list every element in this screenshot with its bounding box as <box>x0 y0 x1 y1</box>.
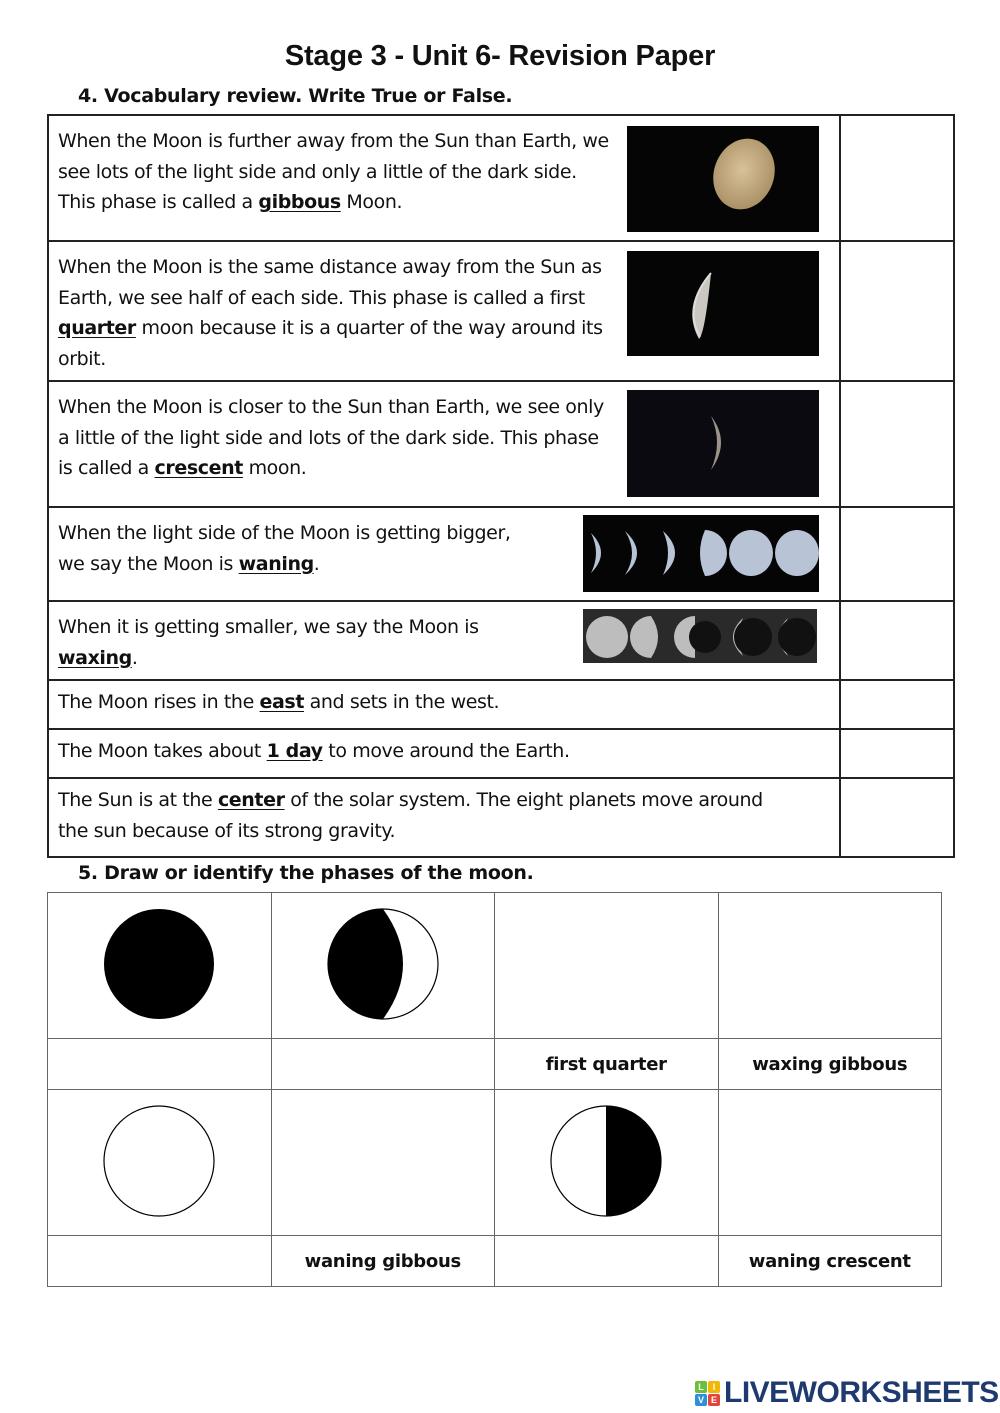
label-cell: waning gibbous <box>271 1236 495 1287</box>
table-row <box>48 680 954 729</box>
waxing-crescent-icon <box>326 907 440 1021</box>
statement-cell <box>48 241 840 381</box>
table-row <box>48 507 954 601</box>
new-moon-icon <box>103 908 215 1020</box>
section-5-heading: 5. Draw or identify the phases of the moon. <box>78 862 534 884</box>
keyword: waning <box>238 552 314 575</box>
table-row <box>48 241 954 381</box>
moon-icon <box>627 126 819 232</box>
statement-cell <box>48 601 840 680</box>
moon-phases-icon <box>583 515 819 592</box>
table-row <box>48 601 954 680</box>
statement-text: When the Moon is further away from the Sun than Earth, we see lots of the light side and only a little of the dark side. This phase is called a gibbous Moon. <box>58 130 609 213</box>
drawing-cell <box>48 1090 272 1236</box>
label-cell[interactable] <box>271 1039 495 1090</box>
answer-cell[interactable] <box>840 680 954 729</box>
answer-cell[interactable] <box>840 778 954 857</box>
logo-icon: L I V E <box>695 1381 720 1406</box>
answer-cell[interactable] <box>840 381 954 507</box>
answer-cell[interactable] <box>840 241 954 381</box>
drawing-row <box>48 1090 942 1236</box>
label-cell: first quarter <box>495 1039 719 1090</box>
keyword: east <box>259 691 304 713</box>
keyword: center <box>217 789 285 811</box>
statement-cell <box>48 381 840 507</box>
label-cell: waxing gibbous <box>718 1039 942 1090</box>
liveworksheets-logo <box>695 1375 999 1411</box>
drawing-cell[interactable] <box>495 893 719 1039</box>
page-title: Stage 3 - Unit 6- Revision Paper <box>284 40 716 72</box>
answer-cell[interactable] <box>840 729 954 778</box>
statement-cell <box>48 115 840 241</box>
moon-icon <box>627 390 819 497</box>
table-row <box>48 115 954 241</box>
statement-text: The Moon takes about 1 day to move around the Earth. <box>58 740 570 762</box>
table-row <box>48 729 954 778</box>
label-cell[interactable] <box>48 1236 272 1287</box>
last-quarter-icon <box>549 1104 663 1218</box>
statement-text: The Moon rises in the east and sets in the west. <box>58 691 500 713</box>
statement-cell <box>48 680 840 729</box>
crescent-moon-photo <box>627 390 819 497</box>
drawing-cell[interactable] <box>718 893 942 1039</box>
quarter-moon-photo <box>627 251 819 356</box>
waxing-gibbous-moon-photo <box>627 126 819 232</box>
statement-cell <box>48 507 840 601</box>
statement-text: The Sun is at the center of the solar system. The eight planets move around the sun because of its strong gravity. <box>58 789 763 842</box>
section-4-heading: 4. Vocabulary review. Write True or False. <box>78 85 513 107</box>
keyword: gibbous <box>258 191 341 213</box>
statement-cell <box>48 729 840 778</box>
vocabulary-table <box>47 114 955 858</box>
label-cell: waning crescent <box>718 1236 942 1287</box>
keyword: quarter <box>58 317 136 339</box>
table-row <box>48 381 954 507</box>
label-cell[interactable] <box>48 1039 272 1090</box>
shrinking-moon-phases-strip <box>583 609 817 663</box>
drawing-cell <box>48 893 272 1039</box>
full-moon-icon <box>102 1104 216 1218</box>
drawing-row <box>48 893 942 1039</box>
keyword: waxing <box>58 646 132 669</box>
label-cell[interactable] <box>495 1236 719 1287</box>
statement-text: When the light side of the Moon is getting bigger, we say the Moon is waning. <box>58 522 511 575</box>
moon-icon <box>627 251 819 356</box>
statement-text: When the Moon is the same distance away from the Sun as Earth, we see half of each side. This phase is called a first quarter moon because it is a quarter of the way around its orbit. <box>58 256 603 370</box>
label-row <box>48 1039 942 1090</box>
keyword: 1 day <box>266 740 323 762</box>
keyword: crescent <box>154 457 243 479</box>
moon-phases-table <box>47 892 942 1287</box>
label-row <box>48 1236 942 1287</box>
moon-phases-icon <box>583 609 817 663</box>
drawing-cell[interactable] <box>718 1090 942 1236</box>
statement-text: When the Moon is closer to the Sun than Earth, we see only a little of the light side and lots of the dark side. This phase is called a crescent moon. <box>58 396 604 479</box>
growing-moon-phases-strip <box>583 515 819 592</box>
answer-cell[interactable] <box>840 115 954 241</box>
logo-text: LIVEWORKSHEETS <box>724 1376 999 1409</box>
drawing-cell[interactable] <box>271 1090 495 1236</box>
drawing-cell <box>495 1090 719 1236</box>
answer-cell[interactable] <box>840 507 954 601</box>
drawing-cell <box>271 893 495 1039</box>
answer-cell[interactable] <box>840 601 954 680</box>
statement-text: When it is getting smaller, we say the Moon is waxing. <box>58 616 479 669</box>
statement-cell <box>48 778 840 857</box>
table-row <box>48 778 954 857</box>
